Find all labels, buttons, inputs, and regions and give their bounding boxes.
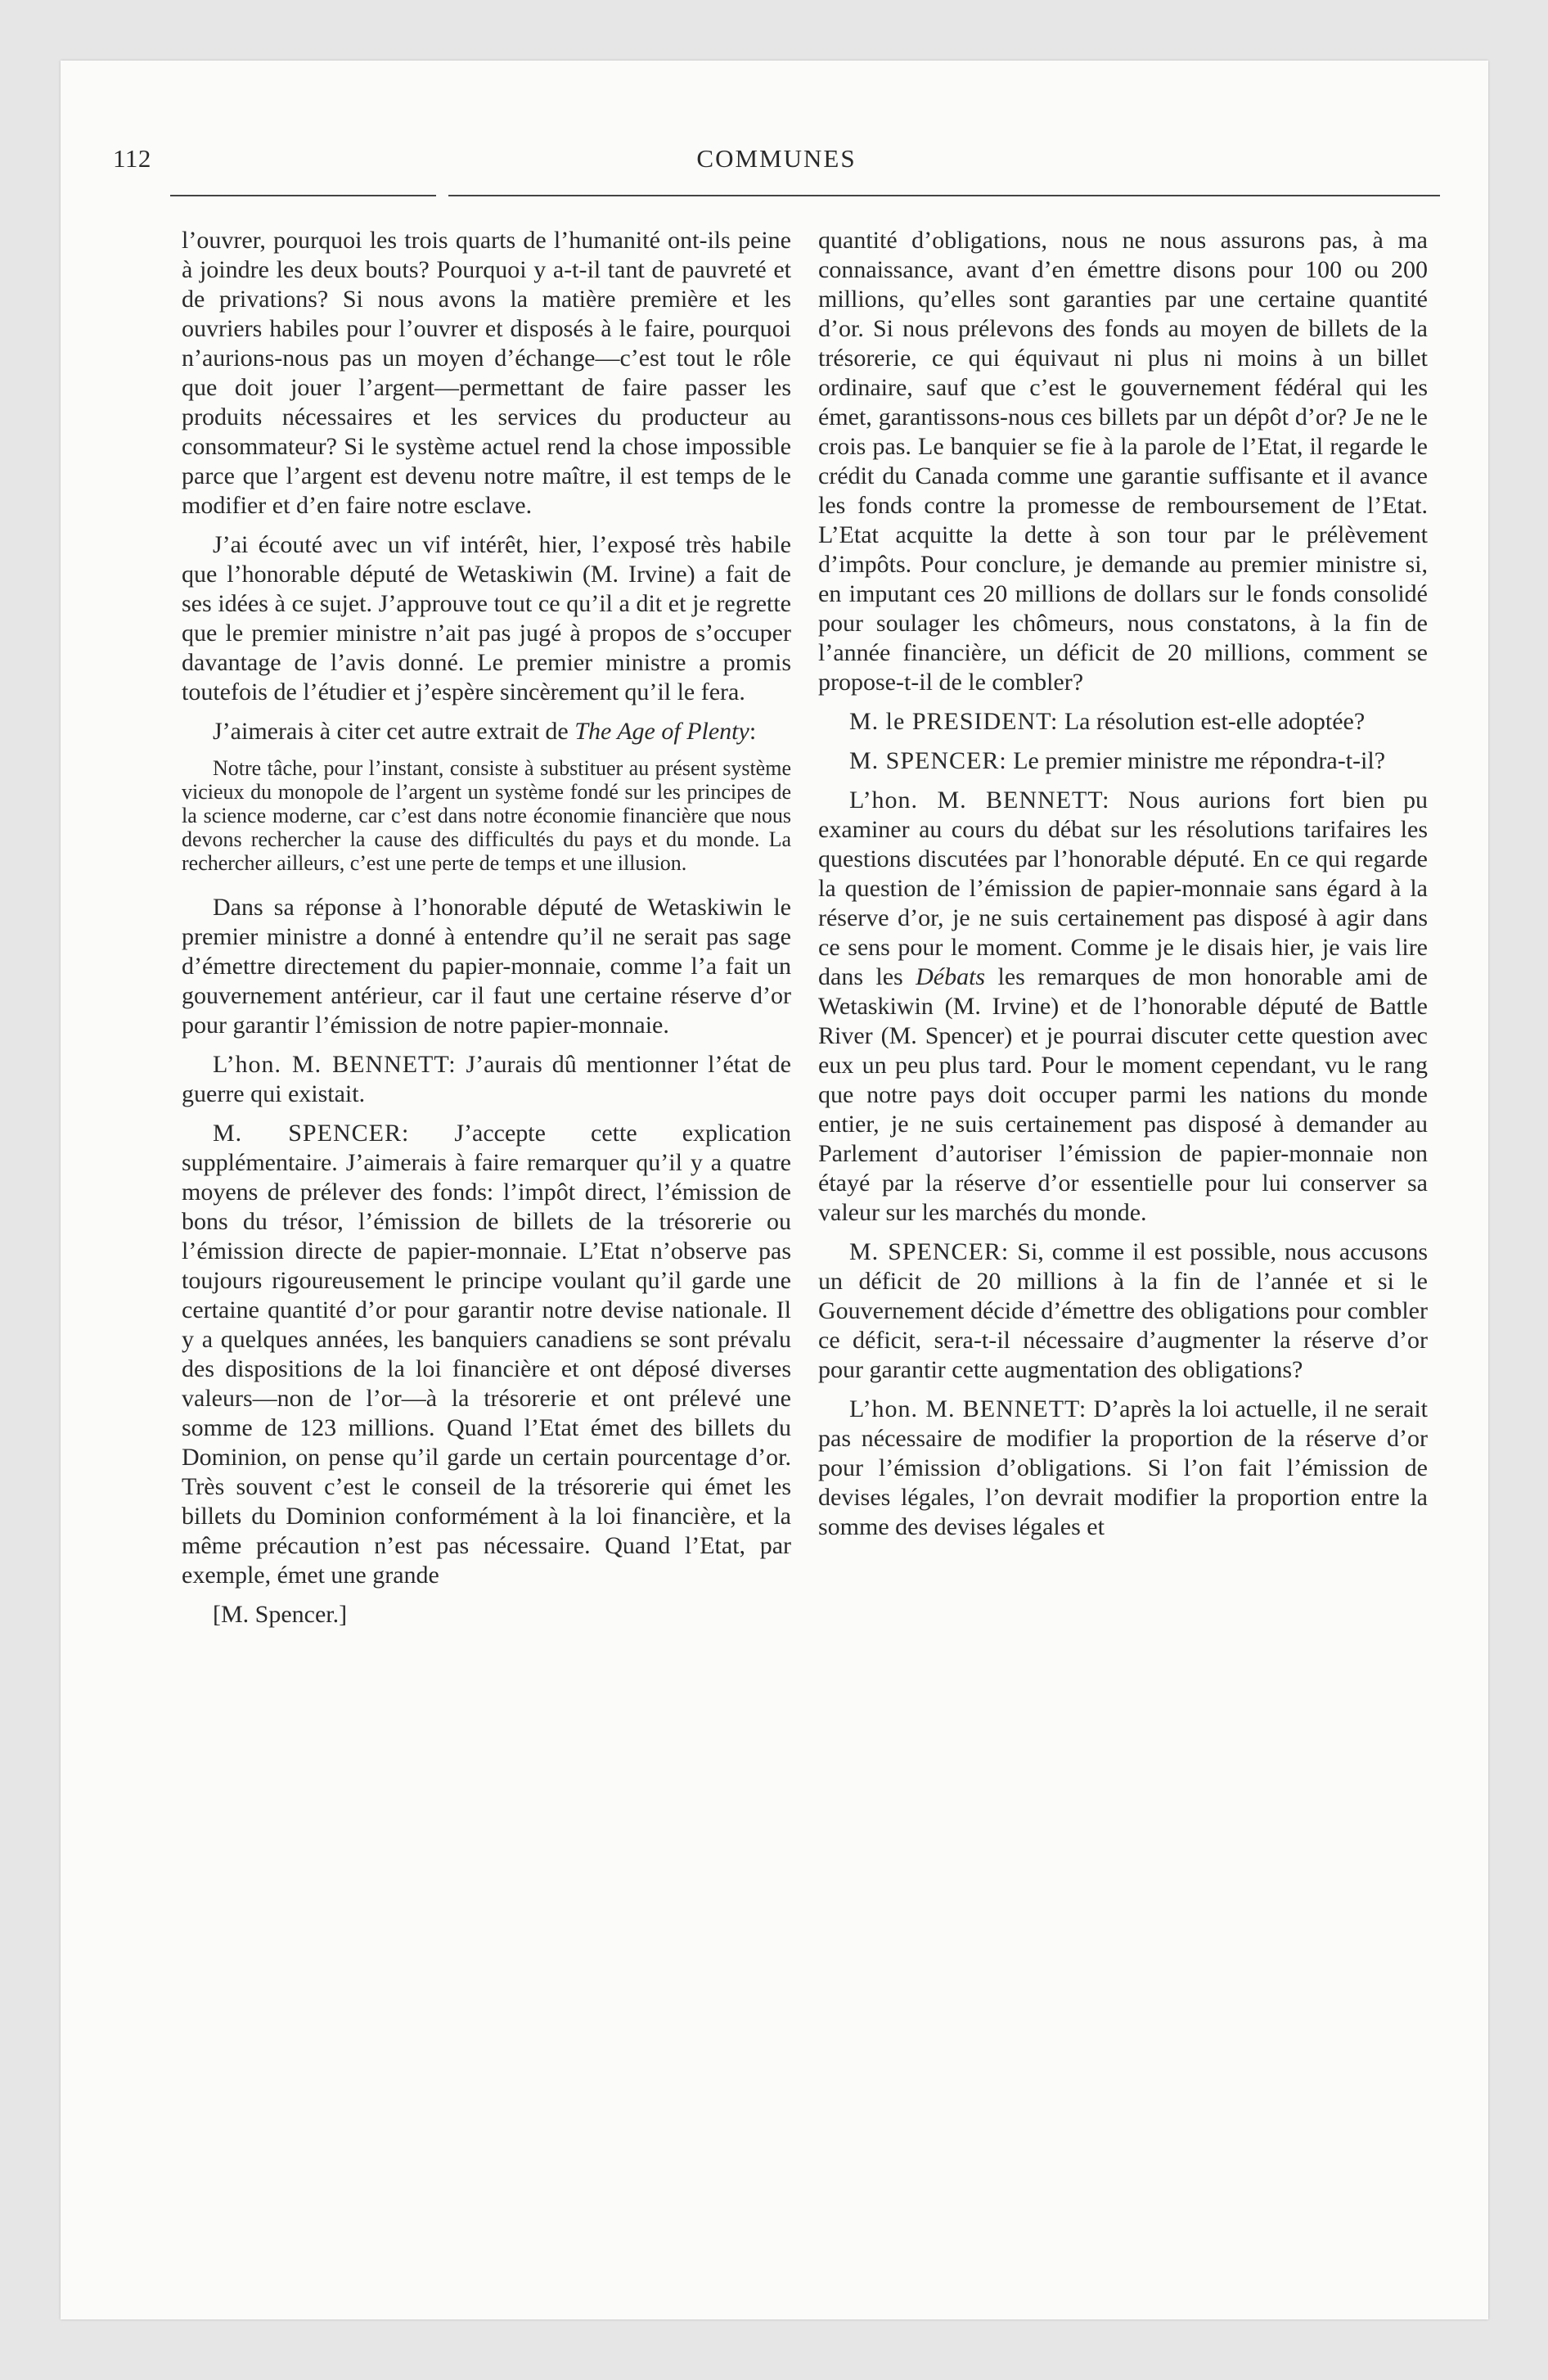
speaker-name: L’hon. M. BENNETT: [213,1051,457,1078]
speech-text: J’accepte cette explication supplémentaire. J’aimerais à faire remarquer qu’il y a quatre moyens de prélever des fonds: l’impôt direct, l’émission de bons du trésor, l’émission de billets de la trésorerie ou l’émission directe de papier-monnaie. L’Etat n’observe pas toujours rigoureusement le principe voulant qu’il garde une certaine quantité d’or pour garantir notre devise nationale. Il y a quelques années, les banquiers canadiens se sont prévalu des dispositions de la loi financière et ont déposé diverses valeurs—non de l’or—à la trésorerie et ont prélevé une somme de 123 millions. Quand l’Etat émet des billets du Dominion, on pense qu’il garde un certain pourcentage d’or. Très souvent c’est le conseil de la trésorerie qui émet les billets du Dominion conformément à la loi financière, et la même précaution n’est pas nécessaire. Quand l’Etat, par exemple, émet une grande [182,1120,791,1589]
speech-text: La résolution est-elle adoptée? [1058,708,1366,735]
speech [818,746,1428,776]
speech [182,1050,791,1109]
block-quote: Notre tâche, pour l’instant, consiste à substituer au présent système vicieux du monopole de l’argent un système fondé sur les principes de la science moderne, car c’est dans notre économie financière que nous devons rechercher la cause des difficultés du pays et du monde. La rechercher ailleurs, c’est une perte de temps et une illusion. [182,756,791,875]
paragraph [182,717,791,746]
speech-text: J’aurais dû mentionner l’état de guerre qui existait. [182,1051,792,1107]
speech [182,1119,791,1590]
paragraph: l’ouvrer, pourquoi les trois quarts de l’humanité ont-ils peine à joindre les deux bouts? Pourquoi y a-t-il tant de pauvreté et de privations? Si nous avons la matière première et les ouvriers habiles pour l’ouvrer et disposés à le faire, pourquoi n’aurions-nous pas un moyen d’échange—c’est tout le rôle que doit jouer l’argent—permettant de faire passer les produits nécessaires et les services du producteur au consommateur? Si le système actuel rend la chose impossible parce que l’argent est devenu notre maître, il est temps de le modifier et d’en faire notre esclave. [182,227,791,519]
paragraph: J’ai écouté avec un vif intérêt, hier, l’exposé très habile que l’honorable député de Wetaskiwin (M. Irvine) a fait de ses idées à ce sujet. J’approuve tout ce qu’il a dit et je regrette que le premier ministre n’ait pas jugé à propos de s’occuper davantage de l’avis donné. Le premier ministre a promis toutefois de l’étudier et j’espère sincèrement qu’il le fera. [182,531,791,705]
speech-text: les remarques de mon honorable ami de Wetaskiwin (M. Irvine) et de l’honorable député de Battle River (M. Spencer) et je pourrai discuter cette question avec eux un peu plus tard. Pour le moment cependant, vu le rang que notre pays doit occuper parmi les nations du monde entier, je ne suis certainement pas disposé à demander au Parlement d’autoriser l’émission de papier-monnaie non étayé par la réserve d’or essentielle pour lui conserver sa valeur sur les marchés du monde. [818,963,1428,1226]
speech-text: D’après la loi actuelle, il ne serait pas nécessaire de modifier la proportion de la réserve d’or pour l’émission d’obligations. Si l’on fait l’émission de devises légales, l’on devrait modifier la proportion entre la somme des devises légales et [818,1395,1428,1540]
right-column [818,226,1428,1552]
page-header [113,144,1440,182]
paragraph: Dans sa réponse à l’honorable député de Wetaskiwin le premier ministre a donné à entendre qu’il ne serait pas sage d’émettre directement du papier-monnaie, comme l’a fait un gouvernement antérieur, car il faut une certaine réserve d’or pour garantir l’émission de notre papier-monnaie. [182,894,791,1039]
speaker-name: L’hon. M. BENNETT: [849,1395,1087,1422]
speaker-name: M. le PRESIDENT: [849,708,1059,735]
speaker-signature: [M. Spencer.] [213,1601,348,1628]
publication-title: Débats [916,963,986,990]
header-rule-left [170,195,436,196]
header-rule-right [448,195,1440,196]
speech-text: Le premier ministre me répondra-t-il? [1006,747,1386,774]
speech [818,1395,1428,1542]
speech-text: Si, comme il est possible, nous accusons un déficit de 20 millions à la fin de l’année et si le Gouvernement décide d’émettre des obligations pour combler ce déficit, sera-t-il nécessaire d’augmenter la réserve d’or pour garantir cette augmentation des obligations? [818,1238,1428,1383]
page-number: 112 [113,144,151,173]
paragraph-text: : [749,718,757,745]
book-title: The Age of Plenty [574,718,749,745]
speaker-name: M. SPENCER: [213,1120,410,1147]
speech [818,1237,1428,1385]
paragraph-text: J’aimerais à citer cet autre extrait de [213,718,575,745]
speech-text: Nous aurions fort bien pu examiner au cours du débat sur les résolutions tarifaires les questions discutées par l’honorable député. En ce qui regarde la question de l’émission de papier-monnaie sans égard à la réserve d’or, je ne suis certainement pas disposé à agir dans ce sens pour le moment. Comme je le disais hier, je vais lire dans les [818,787,1429,990]
speaker-name: L’hon. M. BENNETT: [849,787,1110,814]
speaker-name: M. SPENCER: [849,747,1007,774]
running-title: COMMUNES [696,144,857,173]
speaker-name: M. SPENCER: [849,1238,1010,1265]
speech [818,707,1428,737]
paragraph: quantité d’obligations, nous ne nous assurons pas, à ma connaissance, avant d’en émettre disons pour 100 ou 200 millions, qu’elles sont garanties par une certaine quantité d’or. Si nous prélevons des fonds au moyen de billets de la trésorerie, ce qui équivaut ni plus ni moins à un billet ordinaire, sauf que c’est le gouvernement fédéral qui les émet, garantissons-nous ces billets par un dépôt d’or? Je ne le crois pas. Le banquier se fie à la parole de l’Etat, il regarde le crédit du Canada comme une garantie suffisante et il avance les fonds contre la promesse de remboursement de l’Etat. L’Etat acquitte la dette à son tour par le prélèvement d’impôts. Pour conclure, je demande au premier ministre si, en imputant ces 20 millions de dollars sur le fonds consolidé pour soulager les chômeurs, nous constatons, à la fin de l’année financière, un déficit de 20 millions, comment se propose-t-il de le combler? [818,227,1428,696]
left-column [182,226,791,1629]
speech [818,786,1428,1228]
